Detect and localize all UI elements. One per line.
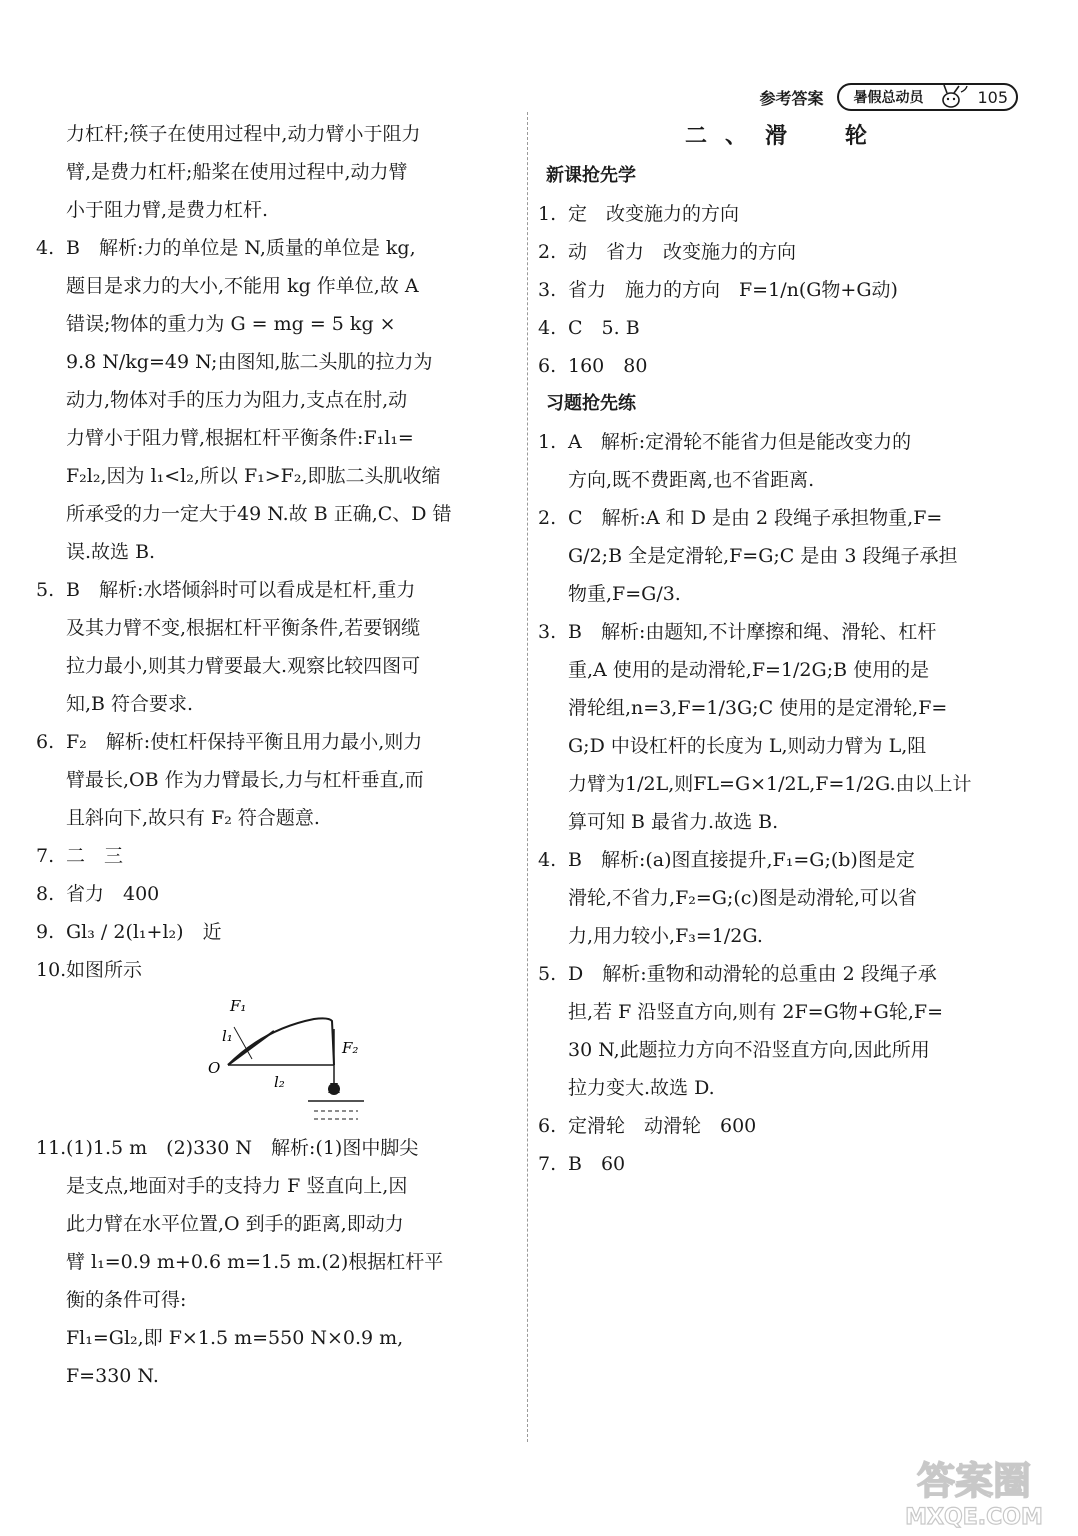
item-number: 4. [538, 849, 557, 871]
answer-line: 错误;物体的重力为 G = mg = 5 kg × [66, 313, 396, 335]
answer-line: B 60 [568, 1153, 626, 1175]
answer-item-2 [538, 233, 1024, 271]
watermark-domain: MXQE.COM [905, 1505, 1043, 1530]
answer-line: 动 省力 改变施力的方向 [568, 241, 797, 263]
item-number: 2. [538, 241, 557, 263]
label-l2: l₂ [274, 1073, 285, 1091]
answer-line: 二 三 [66, 845, 124, 867]
page-header [759, 82, 1018, 112]
answer-line: 及其力臂不变,根据杠杆平衡条件,若要钢缆 [66, 617, 421, 639]
answer-item-3 [538, 271, 1024, 309]
answer-item-11 [36, 1129, 514, 1395]
answer-line: 所承受的力一定大于49 N.故 B 正确,C、D 错 [66, 503, 452, 525]
item-number: 7. [36, 845, 55, 867]
label-f1: F₁ [230, 997, 247, 1015]
right-column [538, 115, 1024, 1183]
item-number: 10. [36, 959, 67, 981]
lever-diagram-svg [204, 989, 384, 1127]
answer-line: B 解析:力的单位是 N,质量的单位是 kg, [66, 237, 416, 259]
answer-line: 省力 400 [66, 883, 160, 905]
answer-item-9 [36, 913, 514, 951]
answer-line: G;D 中设杠杆的长度为 L,则动力臂为 L,阻 [568, 735, 927, 757]
answer-line: 担,若 F 沿竖直方向,则有 2F=G物+G轮,F= [568, 1001, 943, 1023]
item-number: 3. [538, 279, 557, 301]
answer-line: 算可知 B 最省力.故选 B. [568, 811, 779, 833]
answer-line: 物重,F=G/3. [568, 583, 681, 605]
answer-item-4 [538, 309, 1024, 347]
answer-line: 如图所示 [66, 959, 143, 981]
answer-line: F₂ 解析:使杠杆保持平衡且用力最小,则力 [66, 731, 423, 753]
continued-text-line: 力杠杆;筷子在使用过程中,动力臂小于阻力 [66, 123, 421, 145]
exercise-item-3 [538, 613, 1024, 841]
answer-item-6 [36, 723, 514, 837]
lever-diagram [44, 989, 514, 1129]
answer-item-5 [36, 571, 514, 723]
answer-item-8 [36, 875, 514, 913]
answer-line: 定 改变施力的方向 [568, 203, 740, 225]
answer-line: 30 N,此题拉力方向不沿竖直方向,因此所用 [568, 1039, 930, 1061]
answer-line: (1)1.5 m (2)330 N 解析:(1)图中脚尖 [66, 1137, 419, 1159]
exercise-item-5 [538, 955, 1024, 1107]
item-number: 1. [538, 431, 557, 453]
curved-lever [228, 1018, 334, 1065]
left-column [36, 115, 514, 1395]
section-title: 二、滑 轮 [684, 123, 885, 149]
answer-line: B 解析:(a)图直接提升,F₁=G;(b)图是定 [568, 849, 915, 871]
equation-line: F=330 N. [66, 1365, 159, 1387]
item-number: 7. [538, 1153, 557, 1175]
answer-line: 滑轮组,n=3,F=1/3G;C 使用的是定滑轮,F= [568, 697, 948, 719]
series-name: 暑假总动员 [853, 90, 924, 106]
label-o: O [208, 1059, 221, 1077]
label-f2: F₂ [342, 1039, 359, 1057]
answer-line: C 解析:A 和 D 是由 2 段绳子承担物重,F= [568, 507, 943, 529]
answer-line: 且斜向下,故只有 F₂ 符合题意. [66, 807, 320, 829]
answer-item-7 [36, 837, 514, 875]
continued-text-line: 小于阻力臂,是费力杠杆. [66, 199, 269, 221]
answer-line: 9.8 N/kg=49 N;由图知,肱二头肌的拉力为 [66, 351, 433, 373]
answer-line: G/2;B 全是定滑轮,F=G;C 是由 3 段绳子承担 [568, 545, 958, 567]
subsection-heading: 习题抢先练 [546, 393, 636, 414]
rabbit-mascot-icon [935, 84, 969, 110]
exercise-item-1 [538, 423, 1024, 499]
answer-line: Gl₃ / 2(l₁+l₂) 近 [66, 921, 222, 943]
subsection-heading: 新课抢先学 [546, 165, 636, 186]
answer-line: 臂 l₁=0.9 m+0.6 m=1.5 m.(2)根据杠杆平 [66, 1251, 444, 1273]
answer-item-10 [36, 951, 514, 989]
answer-line: B 解析:水塔倾斜时可以看成是杠杆,重力 [66, 579, 416, 601]
answer-item-1 [538, 195, 1024, 233]
item-number: 9. [36, 921, 55, 943]
exercise-item-4 [538, 841, 1024, 955]
item-number: 6. [538, 355, 557, 377]
answer-line: 衡的条件可得: [66, 1289, 187, 1311]
item-number: 8. [36, 883, 55, 905]
answer-line: 力,用力较小,F₃=1/2G. [568, 925, 763, 947]
answer-line: 此力臂在水平位置,O 到手的距离,即动力 [66, 1213, 404, 1235]
answer-line: 知,B 符合要求. [66, 693, 194, 715]
page-number: 105 [977, 87, 1008, 107]
exercise-item-6 [538, 1107, 1024, 1145]
answer-line: 拉力变大.故选 D. [568, 1077, 715, 1099]
label-l1: l₁ [222, 1027, 233, 1045]
series-badge [837, 83, 1018, 111]
answer-line: 重,A 使用的是动滑轮,F=1/2G;B 使用的是 [568, 659, 930, 681]
answer-line: 力臂为1/2L,则FL=G×1/2L,F=1/2G.由以上计 [568, 773, 972, 795]
item-number: 5. [36, 579, 55, 601]
answer-line: 拉力最小,则其力臂要最大.观察比较四图可 [66, 655, 421, 677]
answer-line: 是支点,地面对手的支持力 F 竖直向上,因 [66, 1175, 408, 1197]
item-number: 4. [538, 317, 557, 339]
answer-line: 力臂小于阻力臂,根据杠杆平衡条件:F₁l₁= [66, 427, 414, 449]
watermark-text: 答案圈 [916, 1459, 1032, 1503]
item-number: 6. [36, 731, 55, 753]
answer-line: 160 80 [568, 355, 648, 377]
answer-line: F₂l₂,因为 l₁<l₂,所以 F₁>F₂,即肱二头肌收缩 [66, 465, 441, 487]
answer-line: 题目是求力的大小,不能用 kg 作单位,故 A [66, 275, 419, 297]
item-number: 5. [538, 963, 557, 985]
answer-item-4 [36, 229, 514, 571]
exercise-item-2 [538, 499, 1024, 613]
answer-line: A 解析:定滑轮不能省力但是能改变力的 [568, 431, 912, 453]
answer-line: B 解析:由题知,不计摩擦和绳、滑轮、杠杆 [568, 621, 937, 643]
answer-line: 误.故选 B. [66, 541, 156, 563]
column-divider [527, 112, 528, 1442]
reference-answer-label: 参考答案 [759, 88, 824, 108]
item-number: 4. [36, 237, 55, 259]
weight-icon [328, 1083, 340, 1095]
watermark-logo-icon [884, 1450, 1064, 1530]
answer-line: 滑轮,不省力,F₂=G;(c)图是动滑轮,可以省 [568, 887, 917, 909]
equation-line: Fl₁=Gl₂,即 F×1.5 m=550 N×0.9 m, [66, 1327, 404, 1349]
force-f1-line [228, 1031, 274, 1065]
answer-line: 省力 施力的方向 F=1/n(G物+G动) [568, 279, 898, 301]
item-number: 6. [538, 1115, 557, 1137]
answer-line: 定滑轮 动滑轮 600 [568, 1115, 757, 1137]
item-number: 3. [538, 621, 557, 643]
answer-line: 动力,物体对手的压力为阻力,支点在肘,动 [66, 389, 408, 411]
answer-line: 臂最长,OB 作为力臂最长,力与杠杆垂直,而 [66, 769, 424, 791]
answer-line: 方向,既不费距离,也不省距离. [568, 469, 815, 491]
continued-text-line: 臂,是费力杠杆;船桨在使用过程中,动力臂 [66, 161, 408, 183]
answer-line: D 解析:重物和动滑轮的总重由 2 段绳子承 [568, 963, 937, 985]
exercise-item-7 [538, 1145, 1024, 1183]
answer-item-6 [538, 347, 1024, 385]
item-number: 2. [538, 507, 557, 529]
item-number: 11. [36, 1137, 67, 1159]
item-number: 1. [538, 203, 557, 225]
answer-line: C 5. B [568, 317, 640, 339]
